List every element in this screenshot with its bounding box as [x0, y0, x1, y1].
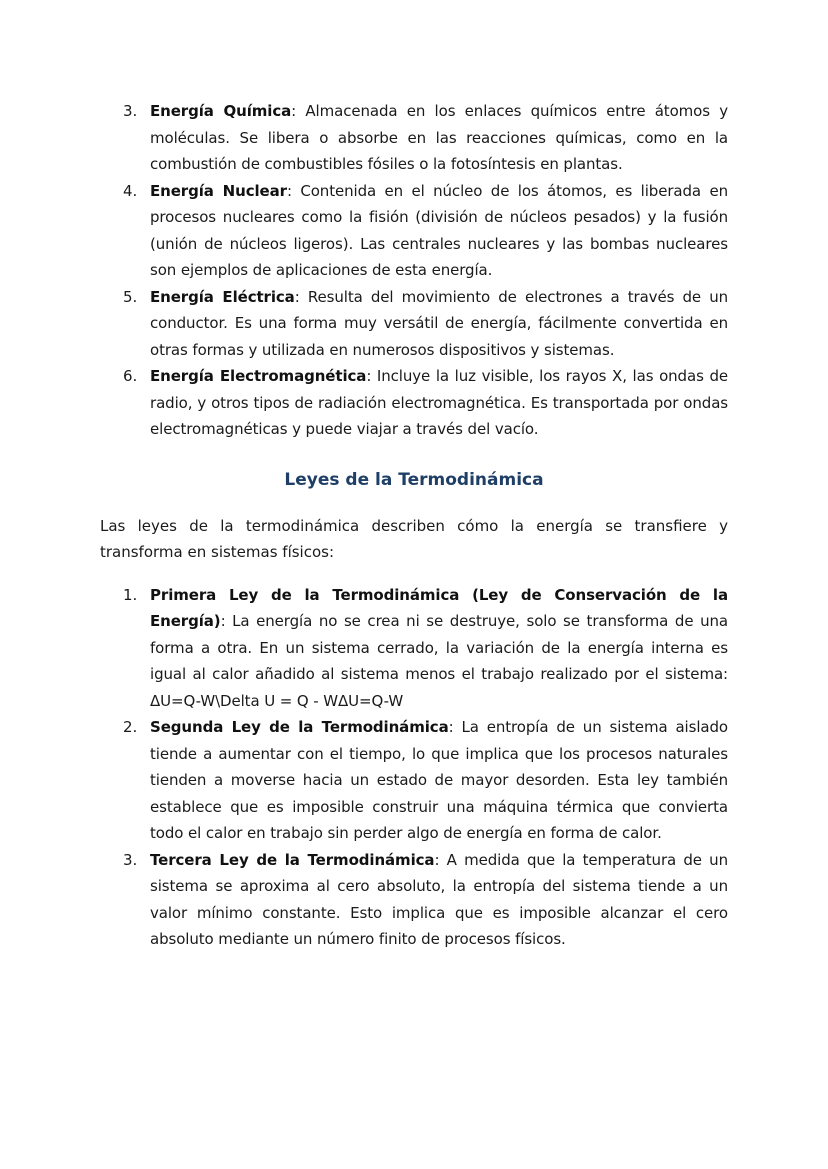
list-number: 3.: [123, 850, 138, 869]
list-item: [100, 284, 728, 364]
list-number: 2.: [123, 718, 138, 736]
list-item: [100, 847, 728, 953]
list-number: 3.: [123, 102, 138, 120]
energy-types-list: [100, 98, 728, 443]
list-text: : Resulta del movimiento de electrones a través de un conductor. Es una forma muy versátil de energía, fácilmente convertida en otras formas y utilizada en numerosos dispositivos y sistemas.: [150, 287, 729, 359]
list-term: Primera Ley de la Termodinámica (Ley de Conservación de la Energía): [150, 585, 728, 630]
list-number: 5.: [123, 287, 138, 306]
list-text: : Incluye la luz visible, los rayos X, las ondas de radio, y otros tipos de radiación electromagnética. Es transportada por ondas electromagnéticas y puede viajar a través del vacío.: [150, 367, 728, 438]
list-term: Energía Eléctrica: [150, 287, 295, 306]
list-term: Energía Electromagnética: [150, 367, 367, 385]
list-item: [100, 363, 728, 443]
list-term: Energía Nuclear: [150, 181, 287, 200]
section-heading: Leyes de la Termodinámica: [284, 469, 544, 490]
list-term: Energía Química: [150, 102, 292, 120]
list-text: : Contenida en el núcleo de los átomos, es liberada en procesos nucleares como la fisión (división de núcleos pesados) y la fusión (unión de núcleos ligeros). Las centrales nucleares y las bombas nucleares son ejemplos de aplicaciones de esta energía.: [150, 181, 728, 279]
list-number: 6.: [123, 367, 138, 385]
list-text: : La entropía de un sistema aislado tiende a aumentar con el tiempo, lo que implica que los procesos naturales tienden a moverse hacia un estado de mayor desorden. Esta ley también establece que es imposible construir una máquina térmica que convierta todo el calor en trabajo sin perder algo de energía en forma de calor.: [150, 718, 728, 842]
list-item: [100, 714, 728, 847]
list-text: : La energía no se crea ni se destruye, solo se transforma de una forma a otra. En un sistema cerrado, la variación de la energía interna es igual al calor añadido al sistema menos el trabajo realizado por el sistema: ΔU=Q-W\Delta U = Q - WΔU=Q-W: [150, 612, 728, 710]
list-item: [100, 582, 728, 715]
list-item: [100, 178, 728, 284]
list-number: 4.: [123, 181, 138, 200]
thermodynamics-laws-list: [100, 582, 728, 953]
intro-paragraph: Las leyes de la termodinámica describen cómo la energía se transfiere y transforma en sistemas físicos:: [100, 516, 728, 561]
list-item: [100, 98, 728, 178]
list-term: Tercera Ley de la Termodinámica: [150, 850, 435, 869]
list-term: Segunda Ley de la Termodinámica: [150, 718, 449, 736]
list-text: : Almacenada en los enlaces químicos entre átomos y moléculas. Se libera o absorbe en las reacciones químicas, como en la combustión de combustibles fósiles o la fotosíntesis en plantas.: [150, 102, 728, 173]
list-number: 1.: [123, 585, 138, 604]
list-text: : A medida que la temperatura de un sistema se aproxima al cero absoluto, la entropía del sistema tiende a un valor mínimo constante. Esto implica que es imposible alcanzar el cero absoluto mediante un número finito de procesos físicos.: [150, 850, 728, 948]
